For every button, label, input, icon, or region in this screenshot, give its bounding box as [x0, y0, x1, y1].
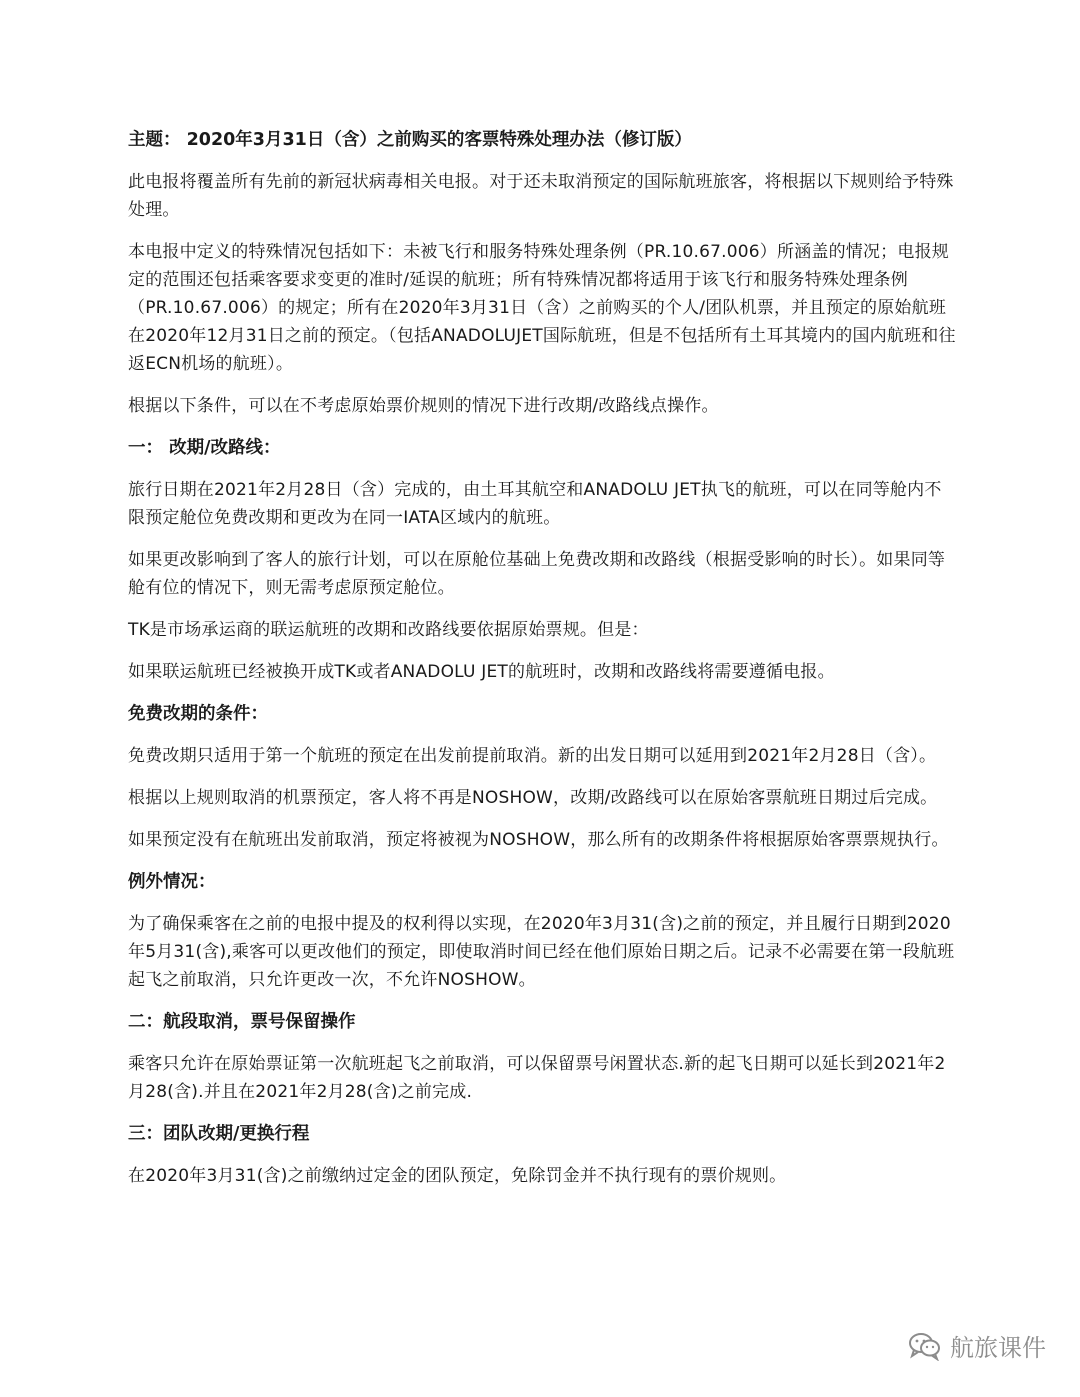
section-3-heading: 三：团队改期/更换行程 [128, 1124, 310, 1144]
section-1-paragraph-3: TK是市场承运商的联运航班的改期和改路线要依据原始票规。但是： [128, 620, 649, 640]
document-title: 主题： 2020年3月31日（含）之前购买的客票特殊处理办法（修订版） [128, 130, 692, 150]
intro-paragraph-3: 根据以下条件，可以在不考虑原始票价规则的情况下进行改期/改路线点操作。 [128, 396, 719, 416]
free-change-heading: 免费改期的条件： [128, 704, 268, 724]
intro-paragraph-2: 本电报中定义的特殊情况包括如下：未被飞行和服务特殊处理条例（PR.10.67.006）所涵盖的情况；电报规定的范围还包括乘客要求变更的准时/延误的航班；所有特殊情况都将适用于该飞行和服务特殊处理条例（PR.10.67.006）的规定；所有在2020年3月31日（含）之前购买的个人/团队机票，并且预定的原始航班在2020年12月31日之前的预定。（包括ANADOLUJET国际航班，但是不包括所有土耳其境内的国内航班和往返ECN机场的航班）。 [128, 242, 956, 374]
document-body [128, 126, 958, 1204]
section-1-paragraph-2: 如果更改影响到了客人的旅行计划，可以在原舱位基础上免费改期和改路线（根据受影响的时长）。如果同等舱有位的情况下，则无需考虑原预定舱位。 [128, 550, 946, 598]
section-2-paragraph-1: 乘客只允许在原始票证第一次航班起飞之前取消，可以保留票号闲置状态.新的起飞日期可以延长到2021年2月28(含).并且在2021年2月28(含)之前完成. [128, 1054, 946, 1102]
intro-paragraph-1: 此电报将覆盖所有先前的新冠状病毒相关电报。对于还未取消预定的国际航班旅客，将根据以下规则给予特殊处理。 [128, 172, 954, 220]
section-1-paragraph-4: 如果联运航班已经被换开成TK或者ANADOLU JET的航班时，改期和改路线将需要遵循电报。 [128, 662, 835, 682]
watermark [908, 1328, 1046, 1363]
wechat-icon [908, 1331, 942, 1361]
exception-paragraph-1: 为了确保乘客在之前的电报中提及的权利得以实现，在2020年3月31(含)之前的预定，并且履行日期到2020年5月31(含),乘客可以更改他们的预定，即使取消时间已经在他们原始日期之后。记录不必需要在第一段航班起飞之前取消，只允许更改一次，不允许NOSHOW。 [128, 914, 955, 990]
free-change-paragraph-1: 免费改期只适用于第一个航班的预定在出发前提前取消。新的出发日期可以延用到2021年2月28日（含）。 [128, 746, 937, 766]
section-1-paragraph-1: 旅行日期在2021年2月28日（含）完成的，由土耳其航空和ANADOLU JET执飞的航班，可以在同等舱内不限预定舱位免费改期和更改为在同一IATA区域内的航班。 [128, 480, 942, 528]
free-change-paragraph-2: 根据以上规则取消的机票预定，客人将不再是NOSHOW，改期/改路线可以在原始客票航班日期过后完成。 [128, 788, 938, 808]
section-2-heading: 二：航段取消，票号保留操作 [128, 1012, 356, 1032]
free-change-paragraph-3: 如果预定没有在航班出发前取消，预定将被视为NOSHOW，那么所有的改期条件将根据原始客票票规执行。 [128, 830, 949, 850]
section-1-heading: 一： 改期/改路线： [128, 438, 281, 458]
section-3-paragraph-1: 在2020年3月31(含)之前缴纳过定金的团队预定，免除罚金并不执行现有的票价规则。 [128, 1166, 787, 1186]
exception-heading: 例外情况： [128, 872, 216, 892]
watermark-text: 航旅课件 [950, 1334, 1046, 1362]
